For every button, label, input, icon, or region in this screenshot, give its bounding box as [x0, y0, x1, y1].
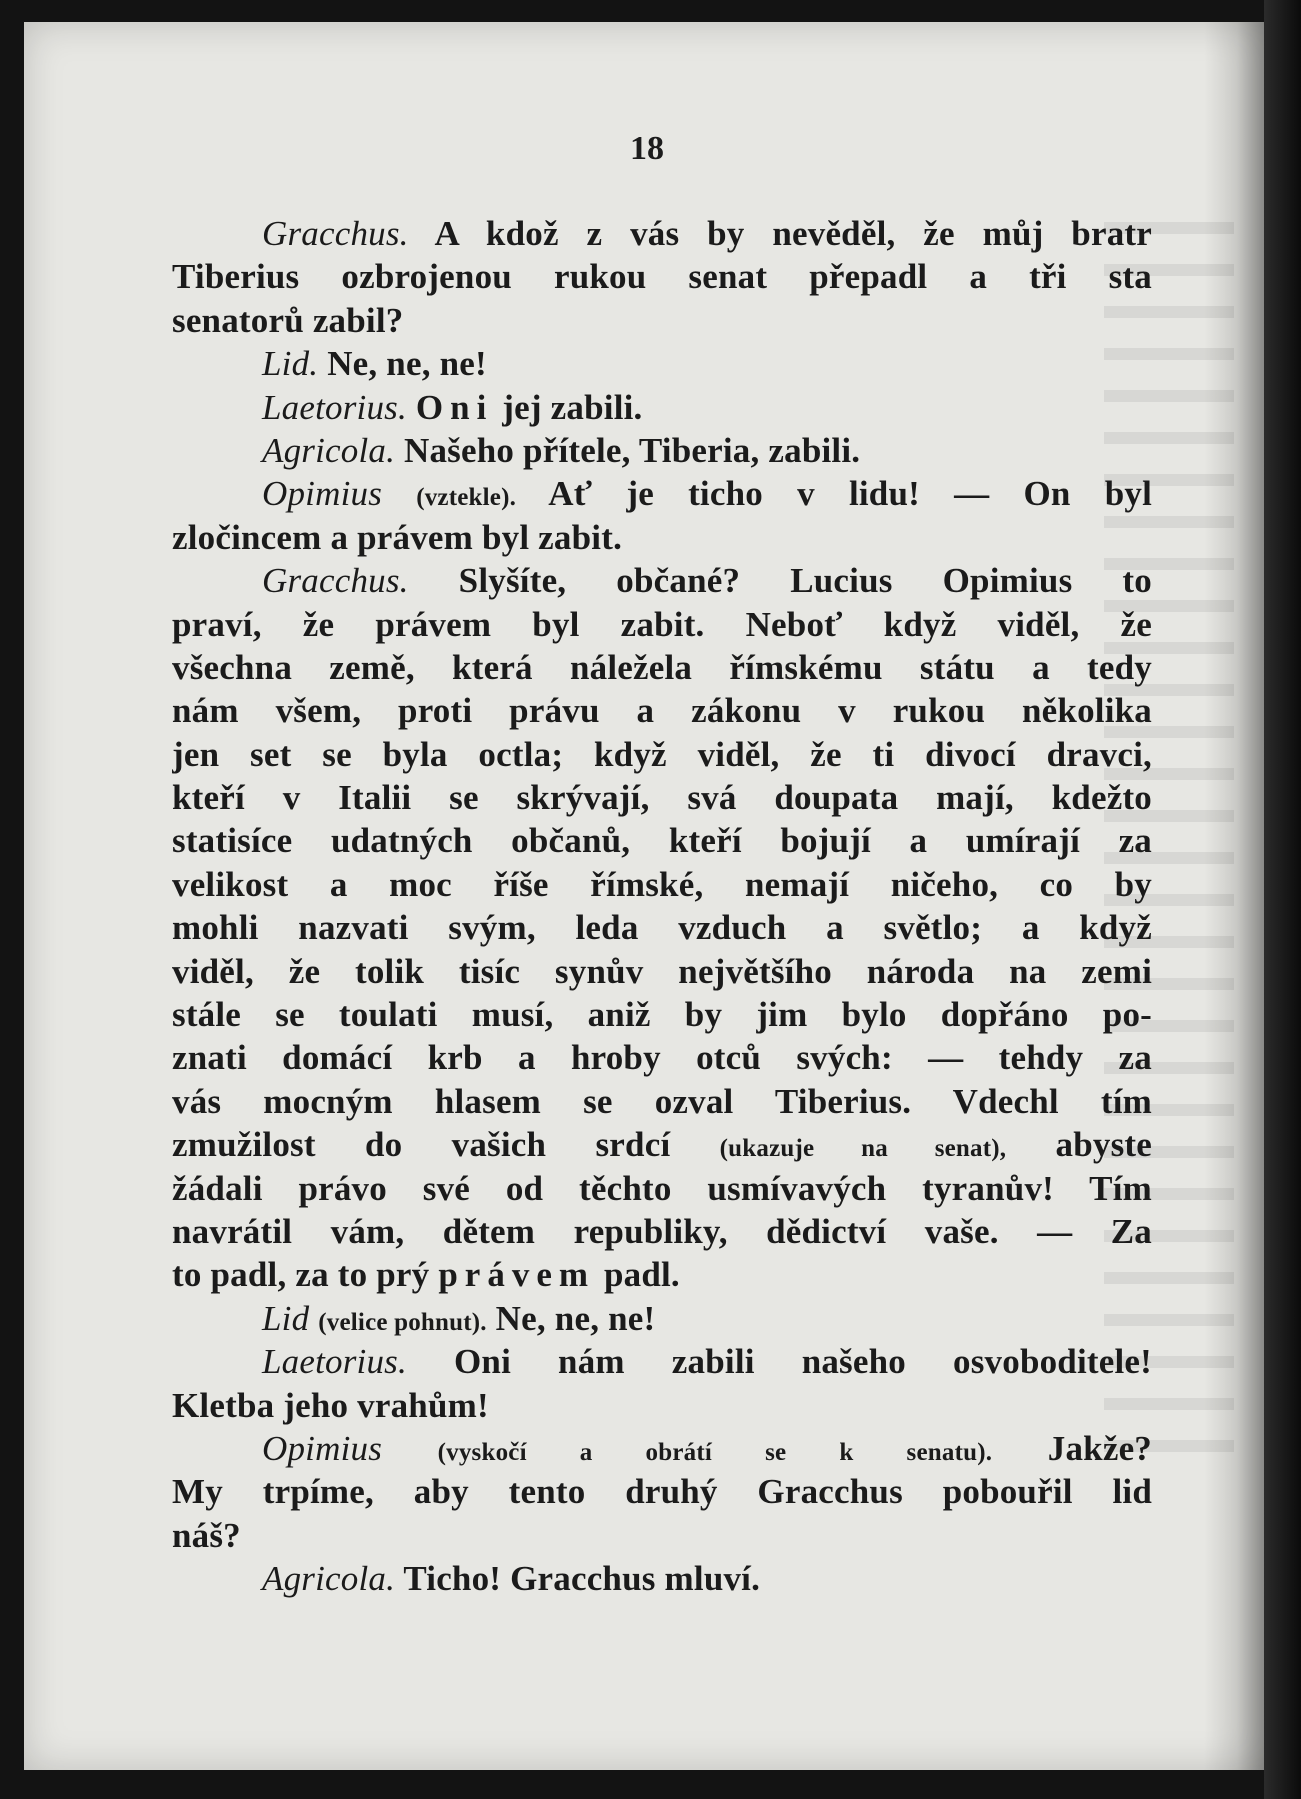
line-text: jej zabili.	[493, 387, 643, 427]
text-line	[172, 603, 1152, 646]
text-line	[172, 299, 1152, 342]
line-text: viděl, že tolik tisíc synův největšího národa na zemi	[172, 951, 1152, 991]
line-text	[382, 474, 416, 513]
line-text: Kletba jeho vrahům!	[172, 1385, 489, 1425]
text-line	[172, 1167, 1152, 1210]
line-text: vás mocným hlasem se ozval Tiberius. Vdechl tím	[172, 1081, 1152, 1121]
line-text: praví, že právem byl zabit. Neboť když viděl, že	[172, 604, 1152, 644]
line-text: Jakže?	[992, 1428, 1152, 1468]
text-line	[172, 1080, 1152, 1123]
page-number: 18	[630, 130, 664, 167]
book-edge	[1264, 0, 1301, 1799]
text-line	[172, 1470, 1152, 1513]
text-line	[172, 516, 1152, 559]
line-text: velikost a moc říše římské, nemají ničeho, co by	[172, 864, 1152, 904]
line-text: kteří v Italii se skrývají, svá doupata mají, kdežto	[172, 778, 1152, 818]
line-text: Ať je ticho v lidu! — On byl	[516, 474, 1152, 514]
text-line	[172, 993, 1152, 1036]
stage-direction: (vyskočí a obrátí se k senatu).	[437, 1438, 993, 1466]
line-text	[309, 1299, 318, 1338]
speaker-name: Laetorius.	[262, 387, 407, 427]
stage-direction: (vztekle).	[416, 484, 517, 512]
drama-text	[172, 212, 1152, 1601]
speaker-name: Opimius	[262, 1428, 383, 1468]
text-line	[172, 1427, 1152, 1470]
line-text: A kdož z vás by nevěděl, že můj bratr	[408, 214, 1152, 253]
line-text: nám všem, proti právu a zákonu v rukou několika	[172, 691, 1152, 731]
text-line	[172, 342, 1152, 385]
line-text: mohli nazvati svým, leda vzduch a světlo; a když	[172, 908, 1152, 948]
line-text: znati domácí krb a hroby otců svých: — tehdy za	[172, 1038, 1152, 1078]
line-text: žádali právo své od těchto usmívavých tyranův! Tím	[172, 1168, 1152, 1208]
line-text: Ne, ne, ne!	[486, 1298, 656, 1338]
line-text: náš?	[172, 1515, 241, 1555]
text-line	[172, 1123, 1152, 1166]
line-text: statisíce udatných občanů, kteří bojují a umírají za	[172, 821, 1152, 861]
text-line	[172, 1340, 1152, 1383]
speaker-name: Gracchus.	[262, 214, 409, 253]
text-line	[172, 1210, 1152, 1253]
speaker-name: Lid.	[262, 344, 319, 384]
line-text: Oni nám zabili našeho osvoboditele!	[406, 1342, 1152, 1382]
text-line	[172, 776, 1152, 819]
line-text: My trpíme, aby tento druhý Gracchus pobouřil lid	[172, 1472, 1152, 1512]
line-text: zločincem a právem byl zabit.	[172, 517, 623, 557]
text-line	[172, 1036, 1152, 1079]
stage-direction: (ukazuje na senat),	[719, 1135, 1007, 1163]
speaker-name: Gracchus.	[262, 561, 409, 601]
speaker-name: Agricola.	[262, 1559, 396, 1599]
speaker-name: Agricola.	[262, 430, 396, 470]
line-text: Ne, ne, ne!	[318, 344, 487, 384]
emphasized-word: Oni	[415, 387, 494, 427]
text-line	[172, 255, 1152, 298]
line-text: Slyšíte, občané? Lucius Opimius to	[408, 561, 1152, 601]
line-text: stále se toulati musí, aniž by jim bylo dopřáno po-	[172, 995, 1152, 1035]
line-text: Ticho! Gracchus mluví.	[395, 1559, 761, 1599]
text-line	[172, 212, 1152, 255]
text-line	[172, 1384, 1152, 1427]
text-line	[172, 429, 1152, 472]
emphasized-word: právem	[438, 1255, 596, 1295]
line-text: senatorů zabil?	[172, 300, 404, 340]
line-text: padl.	[595, 1255, 680, 1295]
text-line	[172, 646, 1152, 689]
text-line	[172, 1557, 1152, 1600]
line-text: zmužilost do vašich srdcí	[172, 1125, 720, 1165]
line-text: Našeho přítele, Tiberia, zabili.	[395, 430, 861, 470]
text-line	[172, 559, 1152, 602]
line-text: navrátil vám, dětem republiky, dědictví vaše. — Za	[172, 1211, 1152, 1251]
speaker-name: Opimius	[262, 474, 383, 514]
text-line	[172, 863, 1152, 906]
text-line	[172, 906, 1152, 949]
line-text: všechna země, která náležela římskému státu a tedy	[172, 647, 1152, 687]
line-text	[382, 1429, 438, 1468]
page-gutter-shadow	[1204, 22, 1264, 1770]
text-line	[172, 1253, 1152, 1296]
text-line	[172, 1514, 1152, 1557]
line-text: Tiberius ozbrojenou rukou senat přepadl a tři sta	[172, 257, 1152, 297]
speaker-name: Lid	[262, 1298, 310, 1338]
line-text: abyste	[1006, 1125, 1152, 1165]
text-line	[172, 386, 1152, 429]
text-line	[172, 689, 1152, 732]
text-line	[172, 472, 1152, 515]
stage-direction: (velice pohnut).	[318, 1308, 487, 1336]
line-text	[407, 388, 416, 427]
text-line	[172, 1297, 1152, 1340]
line-text: to padl, za to prý	[172, 1255, 439, 1295]
line-text: jen set se byla octla; když viděl, že ti divocí dravci,	[172, 734, 1152, 774]
text-line	[172, 819, 1152, 862]
text-line	[172, 950, 1152, 993]
text-line	[172, 733, 1152, 776]
speaker-name: Laetorius.	[262, 1342, 407, 1382]
